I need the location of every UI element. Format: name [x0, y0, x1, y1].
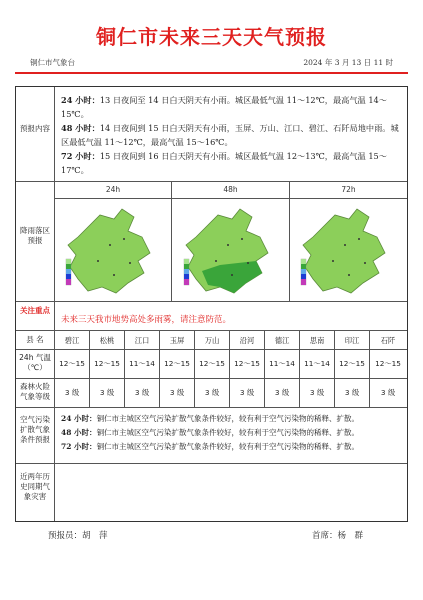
rain-map-24h	[58, 201, 168, 299]
map-title-48h: 48h	[223, 185, 238, 194]
forecast-label: 预报内容	[20, 124, 50, 133]
fire-level-value: 3 级	[134, 388, 150, 397]
history-label: 近两年历史同期气象灾害	[20, 472, 50, 501]
temperature-label: 24h 气温（℃）	[19, 353, 51, 372]
forecast-item: 24 小时：13 日夜间至 14 日白天阴天有小雨。城区最低气温 11～12℃，最高气温 14～15℃。	[61, 95, 387, 120]
county-name: 印江	[344, 336, 360, 345]
temperature-value: 11～14	[129, 359, 155, 368]
temperature-value: 12～15	[234, 359, 260, 368]
map-title-72h: 72h	[341, 185, 356, 194]
fire-level-value: 3 级	[274, 388, 290, 397]
page-title: 铜仁市未来三天天气预报	[96, 25, 327, 49]
forecast-item: 72 小时：15 日夜间到 16 日白天阴天有小雨。城区最低气温 12～13℃，最高气温 15～17℃。	[61, 151, 387, 176]
pollution-label: 空气污染扩散气象条件预报	[20, 415, 50, 444]
forecast-item: 48 小时：14 日夜间到 15 日白天阴天有小雨，玉屏、万山、江口、碧江、石阡局地中雨。城区最低气温 11～12℃，最高气温 15～16℃。	[61, 123, 399, 148]
map-title-24h: 24h	[105, 185, 121, 194]
fire-level-value: 3 级	[239, 388, 255, 397]
temperature-value: 11～14	[269, 359, 295, 368]
county-name: 万山	[204, 336, 220, 345]
forecast-text	[61, 93, 404, 178]
pollution-item: 72 小时：铜仁市主城区空气污染扩散气象条件较好，较有利于空气污染物的稀释、扩散。	[61, 442, 360, 451]
issue-datetime: 2024 年 3 月 13 日 11 时	[303, 58, 393, 67]
county-name: 石阡	[380, 336, 396, 345]
county-name: 德江	[274, 336, 290, 345]
county-header-label: 县 名	[26, 335, 44, 344]
temperature-value: 12～15	[375, 359, 401, 368]
header-divider	[15, 72, 408, 74]
fire-level-value: 3 级	[204, 388, 220, 397]
fire-level-label: 森林火险气象等级	[20, 382, 50, 401]
rain-map-48h	[176, 201, 286, 299]
temperature-value: 12～15	[94, 359, 120, 368]
forecast-table	[15, 86, 408, 522]
issuer: 铜仁市气象台	[30, 58, 75, 67]
rain-map-label: 降雨落区预报	[20, 226, 50, 245]
county-name: 江口	[134, 336, 150, 345]
pollution-item: 48 小时：铜仁市主城区空气污染扩散气象条件较好，较有利于空气污染物的稀释、扩散。	[61, 428, 360, 437]
temperature-value: 12～15	[339, 359, 365, 368]
temperature-value: 12～15	[199, 359, 225, 368]
fire-level-value: 3 级	[380, 388, 396, 397]
fire-level-value: 3 级	[64, 388, 80, 397]
fire-level-value: 3 级	[99, 388, 115, 397]
county-name: 思南	[309, 336, 325, 345]
fire-level-value: 3 级	[309, 388, 325, 397]
alert-text: 未来三天我市地势高处多雨雾，请注意防范。	[61, 315, 232, 325]
rain-map-72h	[293, 201, 403, 299]
fire-level-value: 3 级	[169, 388, 185, 397]
county-name: 碧江	[64, 336, 80, 345]
alert-label: 关注重点	[20, 306, 50, 315]
county-name: 松桃	[99, 336, 115, 345]
temperature-value: 11～14	[304, 359, 330, 368]
fire-level-value: 3 级	[344, 388, 360, 397]
county-name: 沿河	[239, 336, 255, 345]
approver: 首席：杨 群	[312, 531, 364, 541]
temperature-value: 12～15	[164, 359, 190, 368]
pollution-item: 24 小时：铜仁市主城区空气污染扩散气象条件较好，较有利于空气污染物的稀释、扩散。	[61, 414, 360, 423]
temperature-value: 12～15	[59, 359, 85, 368]
county-name: 玉屏	[169, 336, 185, 345]
forecaster: 预报员：胡 萍	[48, 531, 108, 541]
